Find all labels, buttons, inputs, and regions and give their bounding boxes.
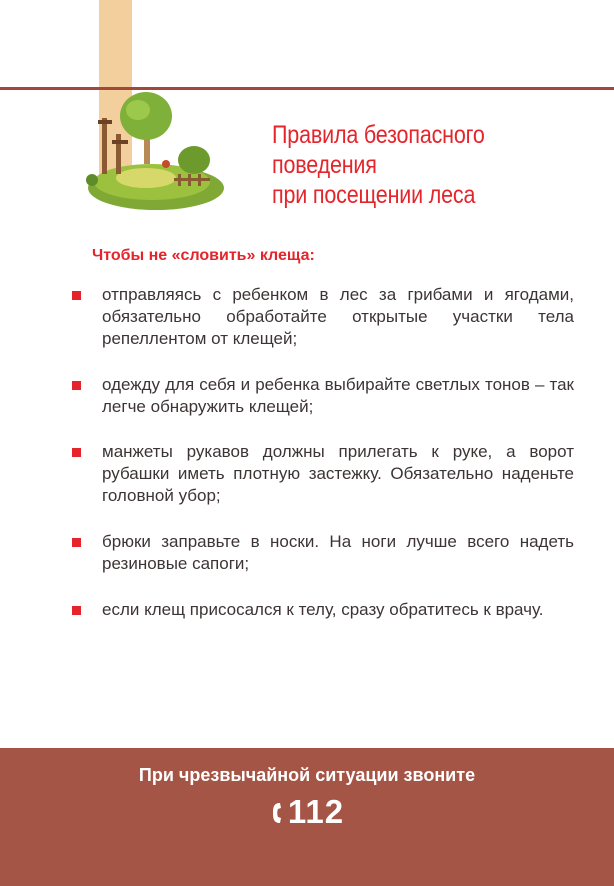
page-title [272, 120, 547, 210]
rule-text: манжеты рукавов должны прилегать к руке, а ворот рубашки иметь плотную застежку. Обязательно наденьте головной убор; [102, 442, 574, 505]
rule-text: брюки заправьте в носки. На ноги лучше всего надеть резиновые сапоги; [102, 532, 574, 573]
list-item [70, 284, 574, 350]
list-item [70, 374, 574, 418]
title-line-3: при посещении леса [272, 181, 476, 209]
phone-handset-icon [270, 801, 284, 825]
bullet-square-icon [72, 538, 81, 547]
list-item [70, 531, 574, 575]
title-line-2: поведения [272, 151, 377, 179]
rule-text: отправляясь с ребенком в лес за грибами и ягодами, обязательно обработайте открытые участки тела репеллентом от клещей; [102, 285, 574, 348]
emergency-call-text: При чрезвычайной ситуации звоните [138, 765, 476, 785]
rules-list [70, 284, 574, 645]
emergency-phone [0, 793, 614, 831]
bullet-square-icon [72, 606, 81, 615]
list-item [70, 599, 574, 621]
bullet-square-icon [72, 381, 81, 390]
forest-illustration [78, 90, 226, 212]
section-subtitle: Чтобы не «словить» клеща: [92, 247, 315, 264]
phone-number: 112 [287, 793, 345, 830]
title-line-1: Правила безопасного [272, 121, 485, 149]
bullet-square-icon [72, 448, 81, 457]
bullet-square-icon [72, 291, 81, 300]
rule-text: одежду для себя и ребенка выбирайте светлых тонов – так легче обнаружить клещей; [102, 375, 574, 416]
rule-text: если клещ присосался к телу, сразу обратитесь к врачу. [102, 600, 544, 619]
list-item [70, 441, 574, 507]
